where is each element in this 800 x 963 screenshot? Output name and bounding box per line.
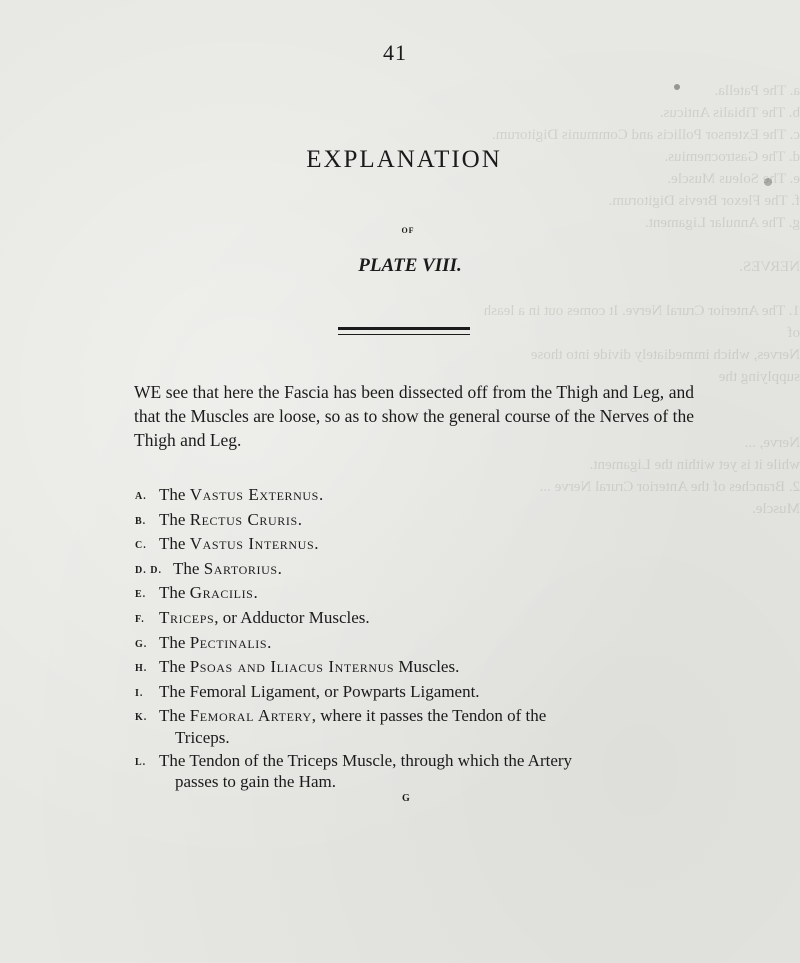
legend-key: G. xyxy=(135,638,148,650)
plate-legend xyxy=(135,484,695,794)
legend-text-pre: The xyxy=(159,657,190,677)
legend-text xyxy=(159,533,695,557)
legend-text-post: , or Adductor Muscles. xyxy=(214,607,370,627)
legend-text-pre: The xyxy=(159,509,190,529)
title-connector: OF xyxy=(401,226,415,235)
signature-mark: G xyxy=(402,793,411,804)
legend-text-post: . xyxy=(267,632,272,652)
legend-text-post: . xyxy=(318,485,324,504)
legend-text-sc: Rectus Cruris xyxy=(189,509,298,529)
legend-text-sc: Pectinalis xyxy=(189,632,268,652)
legend-text-sc: Vastus Internus xyxy=(189,534,315,554)
legend-text-post: . xyxy=(277,558,282,578)
legend-text-post: . xyxy=(314,534,319,554)
legend-text-sc: Psoas and Iliacus Internus xyxy=(189,657,395,677)
legend-key: B. xyxy=(135,515,147,527)
page-title: EXPLANATION xyxy=(306,146,502,173)
legend-text-sc: Triceps xyxy=(159,607,215,627)
paper-speck xyxy=(674,84,680,90)
legend-text-pre: The xyxy=(159,485,190,504)
legend-text xyxy=(159,484,695,508)
legend-key: I. xyxy=(135,687,144,699)
legend-text xyxy=(159,681,695,705)
legend-key: A. xyxy=(135,491,147,502)
legend-text-pre: The Femoral Ligament, or Powparts Ligament. xyxy=(159,681,480,701)
plate-heading: PLATE VIII. xyxy=(358,255,462,276)
legend-item xyxy=(135,582,695,606)
legend-key: C. xyxy=(135,540,147,552)
legend-key: F. xyxy=(135,613,145,625)
legend-item xyxy=(135,656,695,680)
heading-rule-thin xyxy=(338,334,470,335)
legend-text-sc: Femoral Artery xyxy=(189,706,312,726)
intro-paragraph: WE see that here the Fascia has been dissected off from the Thigh and Leg, and that the Muscles are loose, so as to show the general course of the Nerves of the Thigh and Leg. xyxy=(134,382,694,450)
legend-text-sc: Vastus Externus xyxy=(189,485,319,504)
heading-rule-thick xyxy=(338,327,470,330)
legend-item xyxy=(135,509,695,533)
legend-text xyxy=(159,656,695,680)
legend-text xyxy=(159,509,695,533)
legend-key: E. xyxy=(135,589,147,601)
legend-text xyxy=(173,558,695,582)
legend-text-pre: The xyxy=(173,558,204,578)
legend-text-continuation: passes to gain the Ham. xyxy=(175,772,336,792)
legend-key: D. D. xyxy=(135,564,162,576)
legend-text-pre: The Tendon of the Triceps Muscle, through which the Artery xyxy=(159,750,573,770)
legend-text-post: Muscles. xyxy=(394,657,460,677)
legend-text-post: , where it passes the Tendon of the xyxy=(311,706,547,726)
legend-text-post: . xyxy=(253,583,258,603)
legend-text-sc: Gracilis xyxy=(189,583,254,603)
bleed-through-text: a. The Patella. b. The Tibialis Anticus. c. The Extensor Pollicis and Communis Digitorum. d. The Gastrocnemius. e. The Soleus Muscle. f. The Flexor Brevis Digitorum. g. The Annular Ligament. NERVES. 1. The Anterior Crural Nerve. It comes out in a leash of Nerves, which immediately divide into those supplying the Nerve, ... while it is yet within the Ligament. 2. Branches of the Anterior Crural Nerve ... Muscle. xyxy=(483,83,800,517)
legend-text-post: . xyxy=(297,509,303,529)
legend-text xyxy=(159,607,695,631)
legend-key: H. xyxy=(135,663,148,675)
legend-text xyxy=(159,632,695,656)
page-number: 41 xyxy=(383,40,407,65)
legend-text-pre: The xyxy=(159,632,190,652)
legend-text xyxy=(159,750,695,793)
legend-key: K. xyxy=(135,712,148,724)
legend-text-pre: The xyxy=(159,706,190,726)
legend-text xyxy=(159,705,695,748)
legend-item xyxy=(135,632,695,656)
legend-text-continuation: Triceps. xyxy=(175,727,230,747)
legend-key: L. xyxy=(135,756,147,768)
legend-text-pre: The xyxy=(159,583,190,603)
legend-item xyxy=(135,558,695,582)
legend-item xyxy=(135,533,695,557)
legend-item xyxy=(135,484,695,508)
paper-speck xyxy=(764,178,772,186)
legend-item xyxy=(135,681,695,705)
legend-item xyxy=(135,607,695,631)
legend-item xyxy=(135,705,695,748)
legend-text-sc: Sartorius xyxy=(203,558,278,578)
legend-text-pre: The xyxy=(159,534,190,554)
legend-text xyxy=(159,582,695,606)
legend-item xyxy=(135,750,695,793)
